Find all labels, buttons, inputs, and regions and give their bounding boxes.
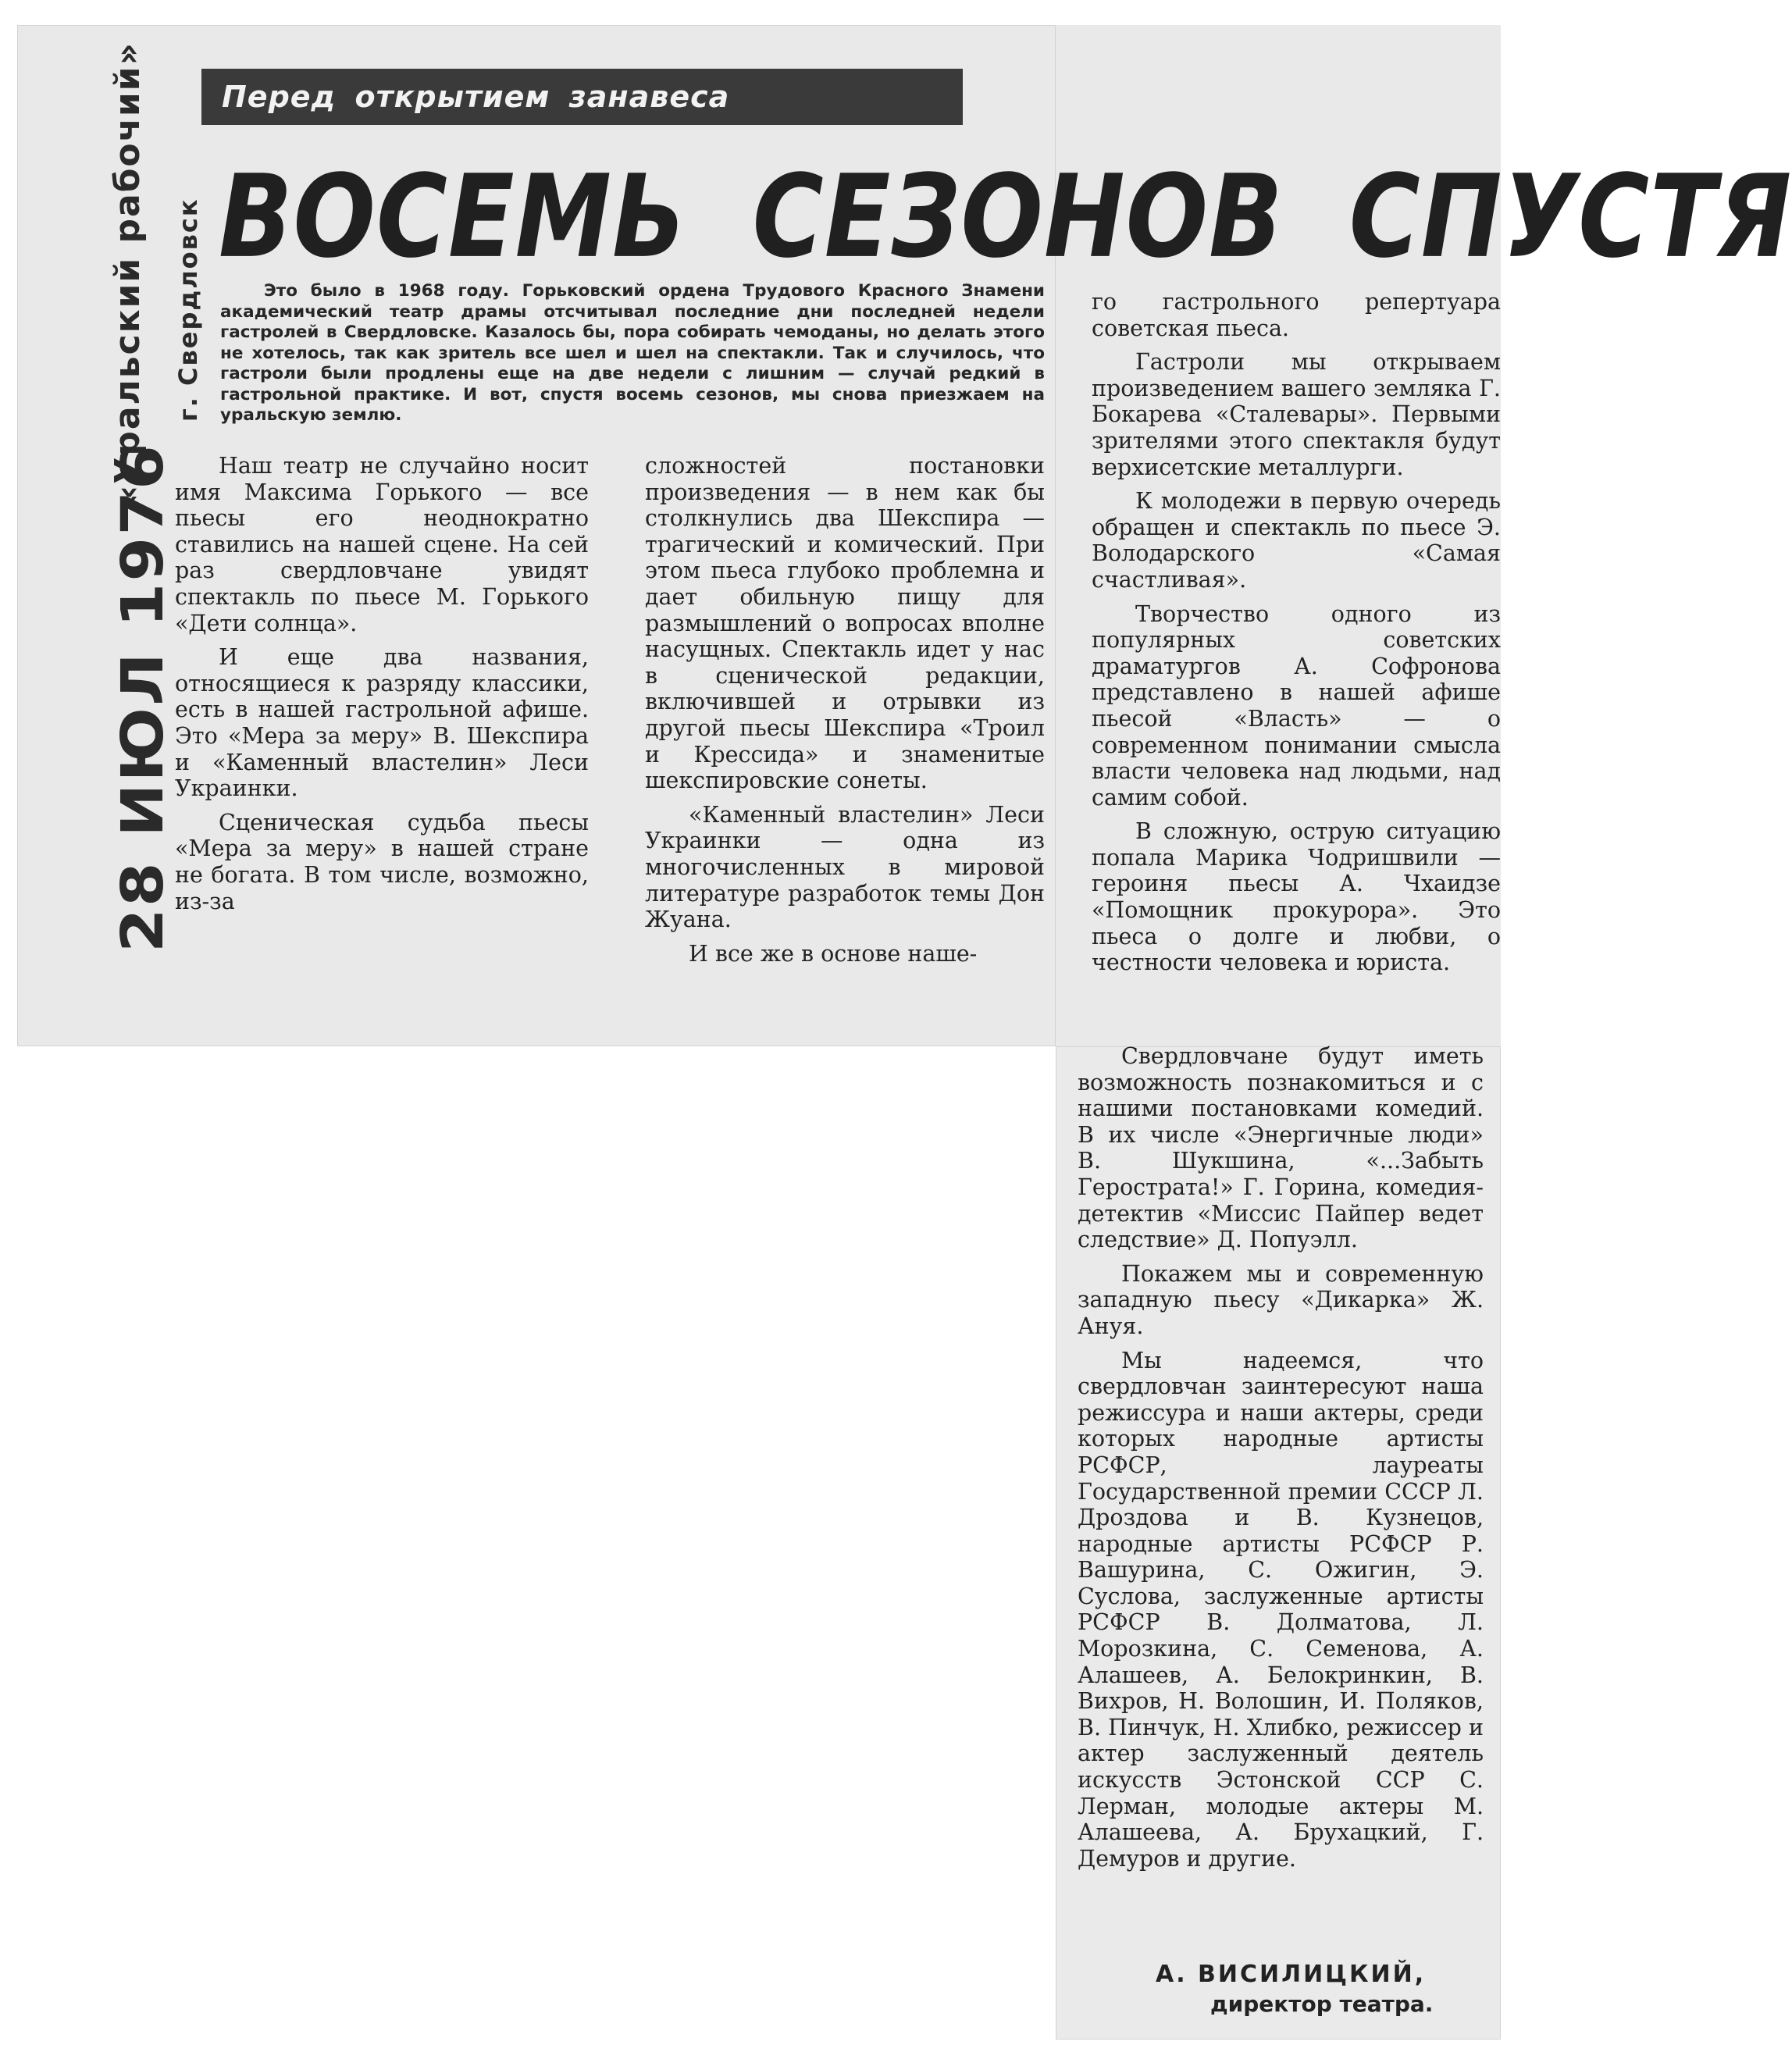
paragraph: Мы надеемся, что свердловчан заинтересуют наша режиссура и наши актеры, среди которых народные артисты РСФСР, лауреаты Государственной премии СССР Л. Дроздова и В. Кузнецов, народные артисты РСФСР Р. Вашурина, С. Ожигин, Э. Суслова, заслуженные артисты РСФСР В. Долматова, Л. Морозкина, С. Семенова, А. Алашеев, А. Белокринкин, В. Вихров, Н. Волошин, И. Поляков, В. Пинчук, Н. Хлибко, режиссер и актер заслуженный деятель искусств Эстонской ССР С. Лерман, молодые актеры М. Алашеева, А. Брухацкий, Г. Демуров и другие. — [1078, 1347, 1484, 1872]
paragraph: И еще два названия, относящиеся к разряду классики, есть в нашей гастрольной афише. Это «Мера за меру» В. Шекспира и «Каменный властелин» Леси Украинки. — [175, 644, 589, 802]
article-lead: Это было в 1968 году. Горьковский ордена Трудового Красного Знамени академический театр драмы отсчитывал последние дни последней недели гастролей в Свердловске. Казалось бы, пора собирать чемоданы, но делать этого не хотелось, так как зритель все шел и шел на спектакли. Так и случилось, что гастроли были продлены еще на две недели с лишним — случай редкий в гастрольной практике. И вот, спустя восемь сезонов, мы снова приезжаем на уральскую землю. — [220, 281, 1045, 425]
paragraph: Сценическая судьба пьесы «Мера за меру» в нашей стране не богата. В том числе, возможно, из-за — [175, 809, 589, 914]
author-name: А. ВИСИЛИЦКИЙ, — [1156, 1961, 1427, 1988]
article-headline: ВОСЕМЬ СЕЗОНОВ СПУСТЯ — [219, 151, 1792, 284]
column-3 — [1092, 289, 1501, 984]
paragraph: «Каменный властелин» Леси Украинки — одна из многочисленных в мировой литературе разработок темы Дон Жуана. — [645, 801, 1045, 933]
paragraph: сложностей постановки произведения — в нем как бы столкнулись два Шекспира — трагический и комический. При этом пьеса глубоко проблемна и дает обильную пищу для размышлений о вопросах вполне насущных. Спектакль идет у нас в сценической редакции, включившей и отрывки из другой пьесы Шекспира «Троил и Крессида» и знаменитые шекспировские сонеты. — [645, 453, 1045, 794]
city-stamp: г. Свердловск — [173, 198, 203, 422]
paragraph: К молодежи в первую очередь обращен и спектакль по пьесе Э. Володарского «Самая счастливая». — [1092, 488, 1501, 593]
author-title: директор театра. — [1210, 1991, 1434, 2017]
paragraph: Гастроли мы открываем произведением вашего земляка Г. Бокарева «Сталевары». Первыми зрителями этого спектакля будут верхисетские металлурги. — [1092, 349, 1501, 480]
paragraph: В сложную, острую ситуацию попала Марика Чодришвили — героиня пьесы А. Чхаидзе «Помощник прокурора». Это пьеса о долге и любви, о честности человека и юриста. — [1092, 818, 1501, 976]
paragraph: Свердловчане будут иметь возможность познакомиться и с нашими постановками комедий. В их числе «Энергичные люди» В. Шукшина, «...Забыть Герострата!» Г. Горина, комедия-детектив «Миссис Пайпер ведет следствие» Д. Попуэлл. — [1078, 1043, 1484, 1253]
column-1 — [175, 453, 589, 922]
paragraph: И все же в основе наше- — [689, 940, 978, 967]
column-4 — [1078, 1043, 1484, 1879]
rubric-banner: Перед открытием занавеса — [201, 69, 963, 125]
paragraph: Творчество одного из популярных советских драматургов А. Софронова представлено в нашей афише пьесой «Власть» — о современном понимании смысла власти человека над людьми, над самим собой. — [1092, 600, 1501, 811]
paragraph: го гастрольного репертуара советская пьеса. — [1092, 289, 1501, 341]
author-signature — [1148, 1960, 1476, 2019]
newspaper-stamp: «Уральский рабочий» — [108, 41, 148, 508]
date-stamp: 28 ИЮЛ 1976 — [109, 444, 176, 953]
paragraph: Покажем мы и современную западную пьесу «Дикарка» Ж. Ануя. — [1078, 1260, 1484, 1339]
paragraph: Наш театр не случайно носит имя Максима Горького — все пьесы его неоднократно ставились на нашей сцене. На сей раз свердловчане увидят спектакль по пьесе М. Горького «Дети солнца». — [175, 453, 589, 636]
column-2 — [645, 453, 1045, 974]
